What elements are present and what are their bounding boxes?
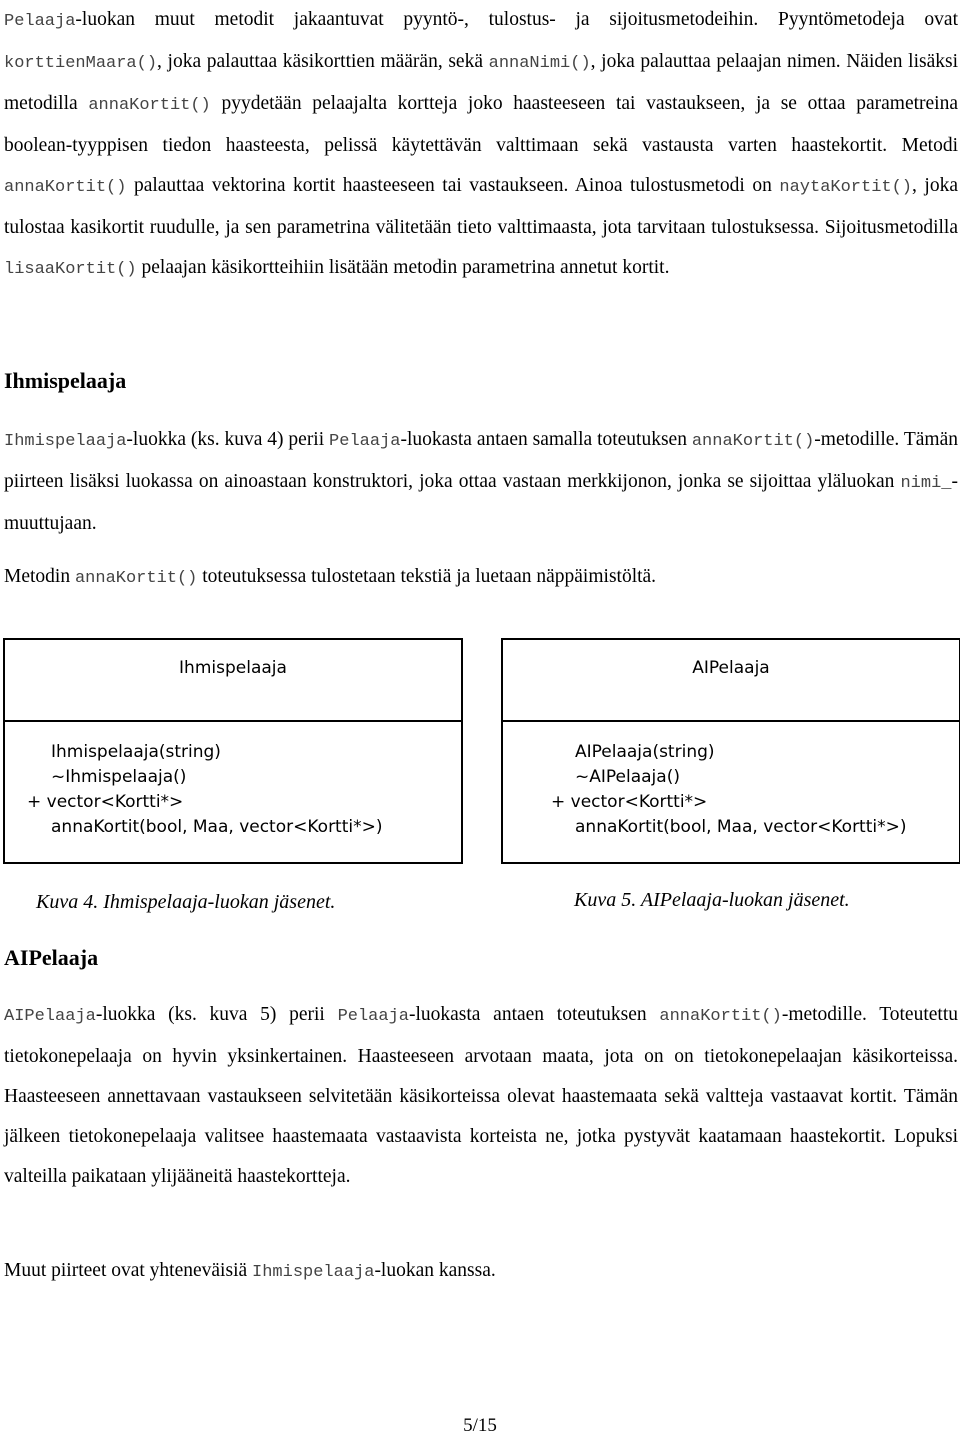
code-identifier: nimi_ <box>900 474 952 493</box>
text-run: -luokka (ks. kuva 4) perii <box>126 429 330 450</box>
text-run: , joka palauttaa pelaajan nimen. Näiden lisäksi metodilla <box>4 51 958 114</box>
text-run: -metodille. Tämän piirteen lisäksi luokassa on ainoastaan konstruktori, joka ottaa vastaan merkkijonon, jonka se sijoittaa yläluokan <box>4 429 958 492</box>
text-run: , joka tulostaa kasikortit ruudulle, ja sen parametrina välitetään tieto valttimaasta, jota tarvitaan tulostuksessa. Sijoitusmetodilla <box>4 175 958 238</box>
uml-member: ~AIPelaaja() <box>575 767 680 787</box>
uml-class-name: AIPelaaja <box>503 640 959 722</box>
page-number: 5/15 <box>463 1415 497 1436</box>
code-identifier: annaKortit() <box>4 178 127 197</box>
uml-member-list <box>27 740 382 840</box>
uml-class-name: Ihmispelaaja <box>5 640 461 722</box>
text-run: , joka palauttaa käsikorttien määrän, sekä <box>157 51 489 72</box>
code-identifier: annaKortit() <box>74 569 198 588</box>
code-identifier: naytaKortit() <box>779 178 913 197</box>
uml-class-aipelaaja <box>501 638 960 864</box>
text-run: pelaajan käsikortteihiin lisätään metodin parametrina annetut kortit. <box>136 257 670 278</box>
text-run: toteutuksessa tulostetaan tekstiä ja luetaan näppäimistöltä. <box>197 566 657 587</box>
figure-caption-4: Kuva 4. Ihmispelaaja-luokan jäsenet. <box>36 891 336 913</box>
paragraph-aipelaaja <box>4 995 958 1197</box>
paragraph-annakortit <box>4 557 958 599</box>
uml-member: + vector<Kortti*> <box>551 792 708 812</box>
text-run: -luokka (ks. kuva 5) perii <box>95 1004 338 1025</box>
code-identifier: AIPelaaja <box>4 1007 96 1026</box>
uml-member-list <box>551 740 906 840</box>
code-identifier: Pelaaja <box>329 432 401 451</box>
text-run: -luokasta antaen samalla toteutuksen <box>400 429 692 450</box>
uml-member: Ihmispelaaja(string) <box>51 742 221 762</box>
code-identifier: Ihmispelaaja <box>252 1263 375 1282</box>
code-identifier: Pelaaja <box>337 1007 409 1026</box>
code-identifier: Ihmispelaaja <box>4 432 127 451</box>
text-run: palauttaa vektorina kortit haasteeseen tai vastaukseen. Ainoa tulostusmetodi on <box>126 175 780 196</box>
uml-member: + vector<Kortti*> <box>27 792 184 812</box>
uml-member: ~Ihmispelaaja() <box>51 767 187 787</box>
heading-ihmispelaaja: Ihmispelaaja <box>4 368 127 393</box>
paragraph-ihmispelaaja <box>4 420 958 544</box>
code-identifier: annaKortit() <box>659 1007 782 1026</box>
figure-caption-5: Kuva 5. AIPelaaja-luokan jäsenet. <box>574 889 850 911</box>
paragraph-pelaaja-methods <box>4 0 958 290</box>
text-run: Metodin <box>4 566 75 587</box>
text-run: -luokan kanssa. <box>374 1260 496 1281</box>
uml-class-ihmispelaaja <box>3 638 463 864</box>
code-identifier: lisaaKortit() <box>4 260 137 279</box>
code-identifier: Pelaaja <box>4 12 76 31</box>
uml-member: annaKortit(bool, Maa, vector<Kortti*>) <box>51 817 383 837</box>
text-run: -luokasta antaen toteutuksen <box>408 1004 660 1025</box>
text-run: -muuttujaan. <box>4 471 958 534</box>
uml-member: annaKortit(bool, Maa, vector<Kortti*>) <box>575 817 907 837</box>
text-run: Muut piirteet ovat yhteneväisiä <box>4 1260 253 1281</box>
code-identifier: annaNimi() <box>488 54 591 73</box>
code-identifier: annaKortit() <box>691 432 815 451</box>
text-run: pyydetään pelaajalta kortteja joko haasteeseen tai vastaukseen, ja se ottaa parametreina boolean-tyyppisen tiedon haasteesta, pelissä käytettävän valttimaan sekä vastausta varten haastekortit. Metodi <box>4 93 958 156</box>
text-run: -luokan muut metodit jakaantuvat pyyntö-, tulostus- ja sijoitusmetodeihin. Pyyntömetodeja ovat <box>75 9 958 30</box>
code-identifier: korttienMaara() <box>4 54 158 73</box>
paragraph-muut-piirteet <box>4 1251 958 1293</box>
code-identifier: annaKortit() <box>88 96 211 115</box>
uml-member: AIPelaaja(string) <box>575 742 715 762</box>
heading-aipelaaja: AIPelaaja <box>4 945 99 970</box>
text-run: -metodille. Toteutettu tietokonepelaaja on hyvin yksinkertainen. Haasteeseen arvotaan maata, jota on on tietokonepelaajan käsikorteissa. Haasteeseen annettavaan vastaukseen selvitetään käsikorteissa olevat haastemaata sekä valtteja vastaavat kortit. Tämän jälkeen tietokonepelaaja valitsee haastemaata vastaavista korteista ne, jotka pystyvät kaatamaan haastekortit. Lopuksi valteilla paikataan ylijääneitä haastekortteja. <box>4 1004 958 1187</box>
